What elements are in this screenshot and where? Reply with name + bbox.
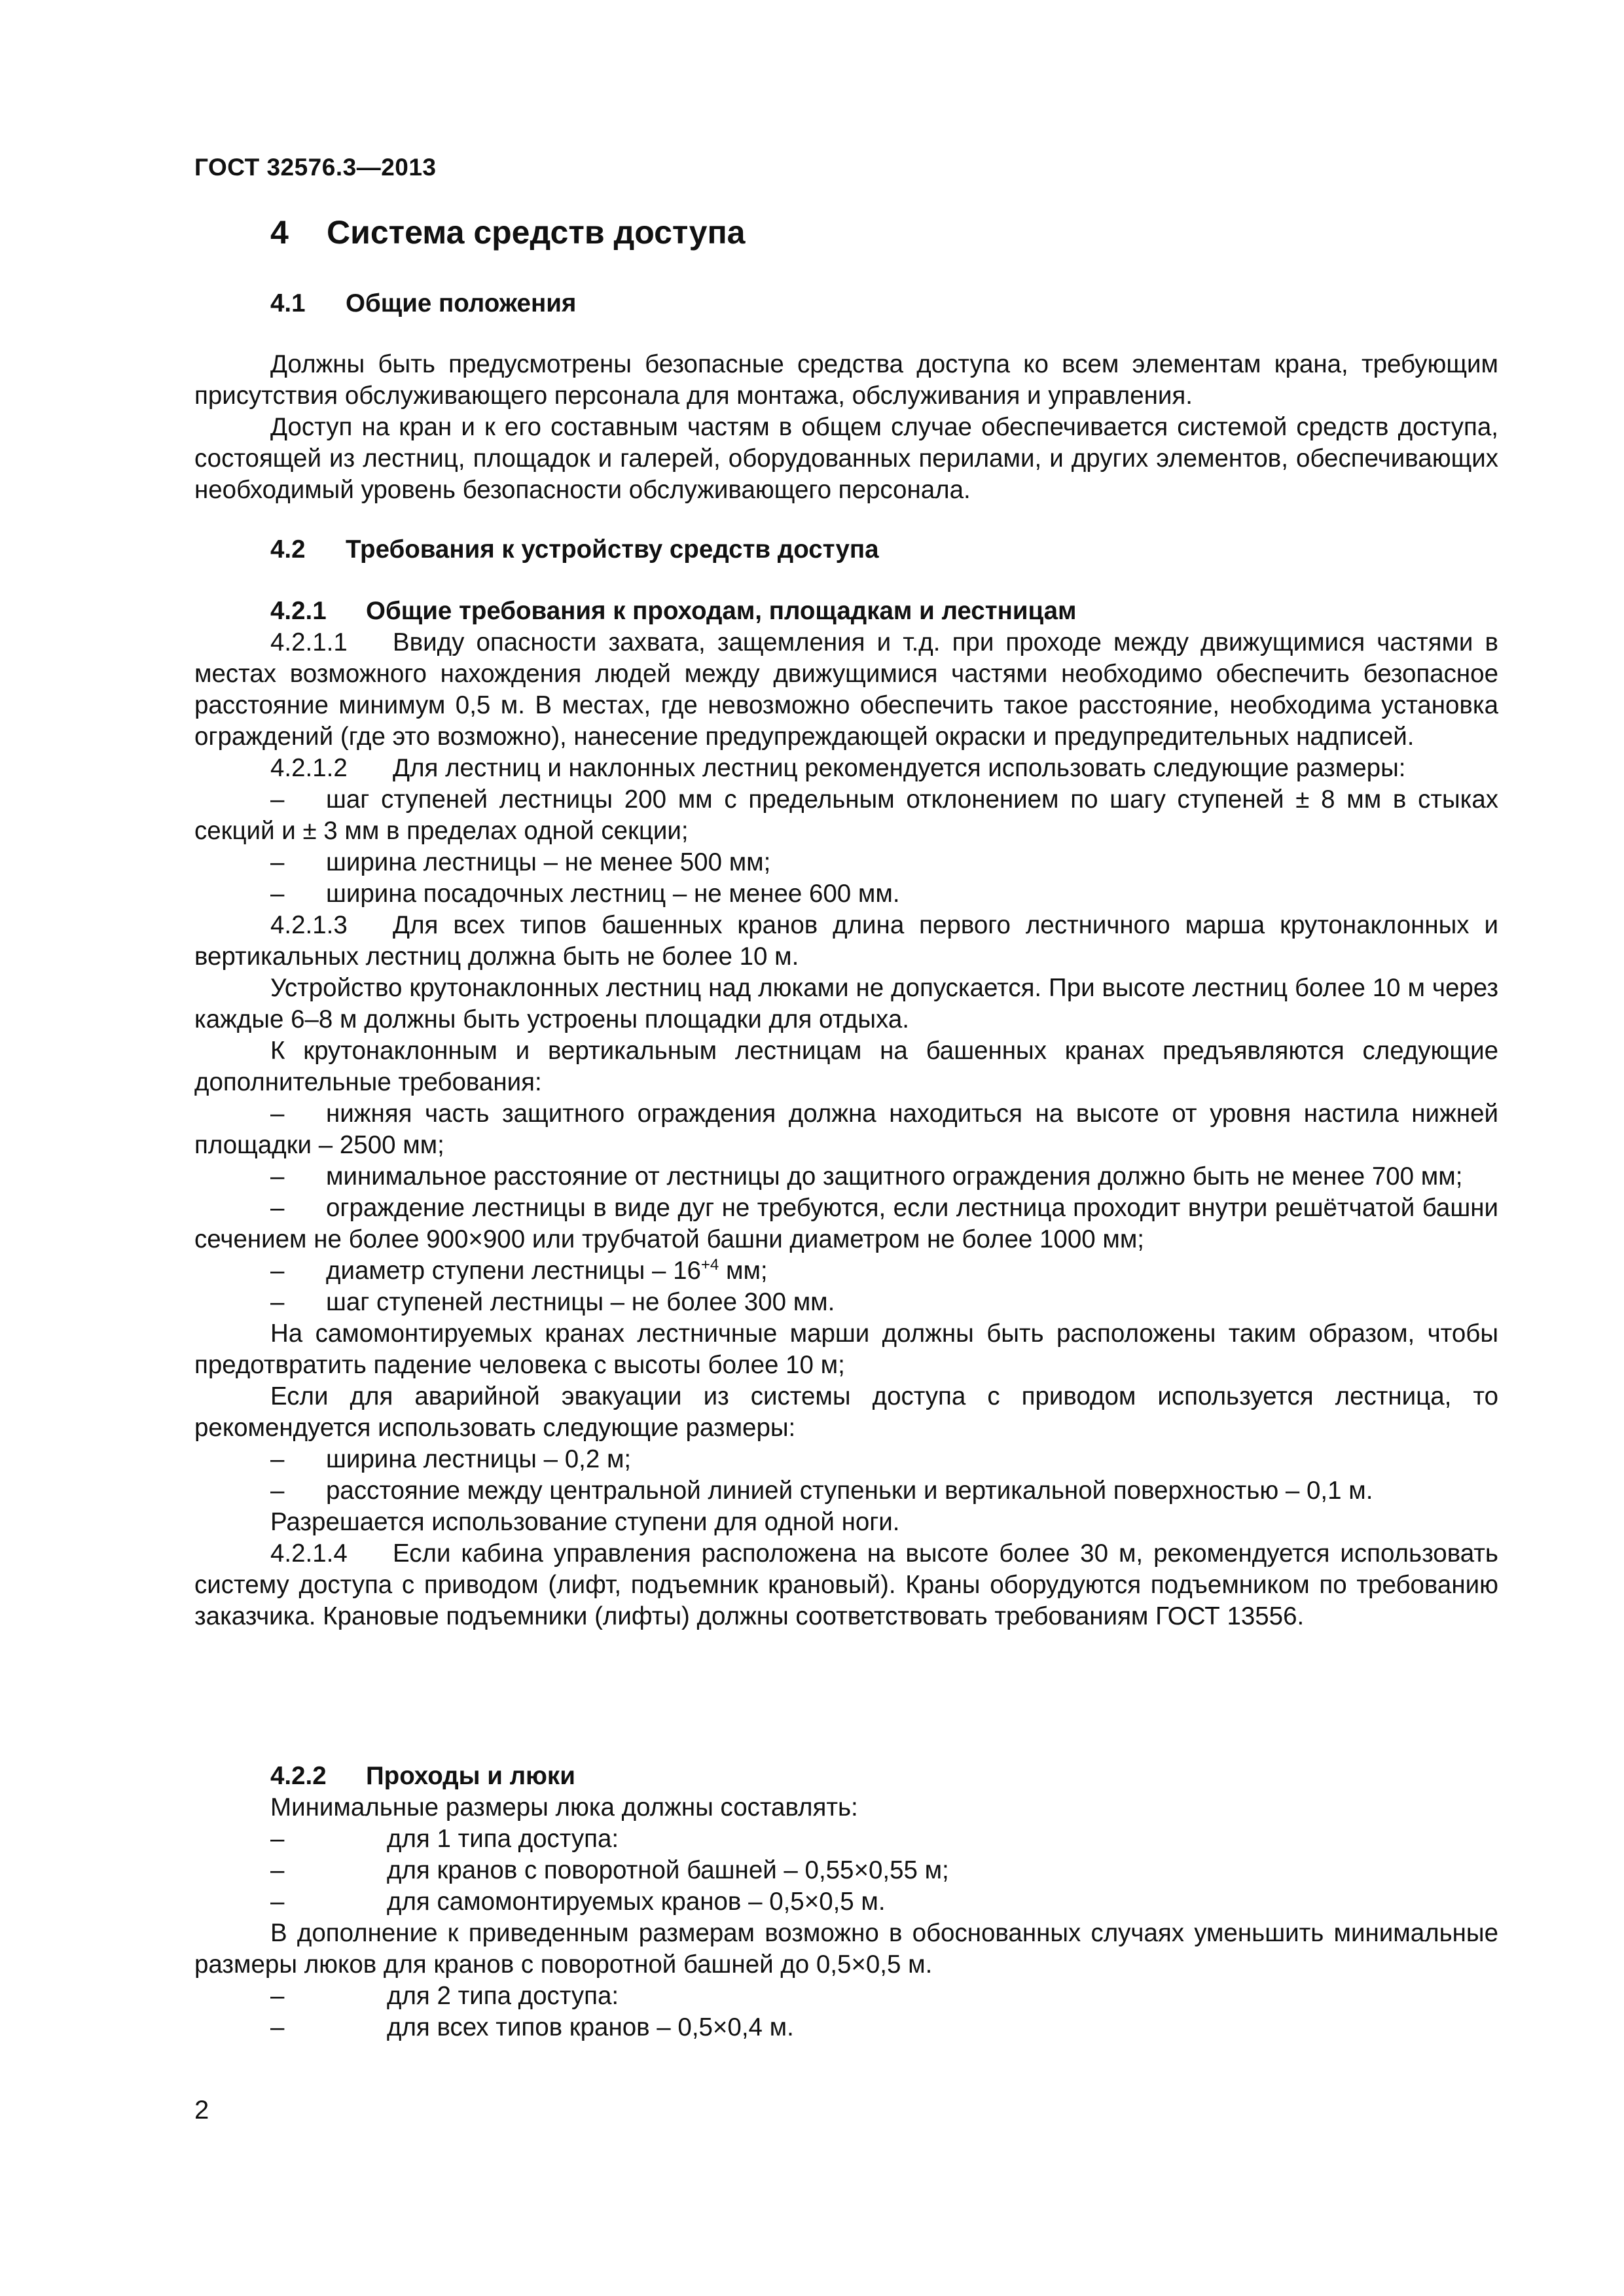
clause-4-2-1-3 [194,910,1498,973]
dash-bullet: – [270,1856,285,1884]
list-item [194,1193,1498,1255]
clause-text: Ввиду опасности захвата, защемления и т.д. при проходе между движущимися частями в местах возможного нахождения людей между движущимися частями необходимо обеспечить безопасное расстояние минимум 0,5 м. В местах, где невозможно обеспечить такое расстояние, необходима установка ограждений (где это возможно), нанесение предупреждающей окраски и предупредительных надписей. [194,628,1498,751]
list-item [194,784,1498,847]
list-item [194,1161,1498,1193]
list-item [194,847,1498,878]
tolerance-superscript: +4 [700,1256,719,1274]
clause-text: Если кабина управления расположена на высоте более 30 м, рекомендуется использовать систему доступа с приводом (лифт, подъемник крановый). Краны оборудуются подъемником по требованию заказчика. Крановые подъемники (лифты) должны соответствовать требованиям ГОСТ 13556. [194,1539,1498,1630]
dash-bullet: – [270,1100,285,1128]
list-item-text: ограждение лестницы в виде дуг не требуются, если лестница проходит внутри решётчатой башни сечением не более 900×900 или трубчатой башни диаметром не более 1000 мм; [194,1194,1498,1253]
dash-bullet: – [270,1257,285,1285]
section-4-1-heading [270,288,576,319]
dash-bullet: – [270,1825,285,1853]
list-item-text: мм; [719,1257,768,1285]
page-number: 2 [194,2096,209,2125]
dash-bullet: – [270,785,285,814]
dash-bullet: – [270,1288,285,1316]
list-item-text: для самомонтируемых кранов – 0,5×0,5 м. [387,1888,886,1916]
section-title: Общие требования к проходам, площадкам и лестницам [366,597,1077,625]
section-number: 4.2.1 [270,597,327,625]
paragraph: В дополнение к приведенным размерам возможно в обоснованных случаях уменьшить минимальные размеры люков для кранов с поворотной башней до 0,5×0,5 м. [194,1919,1498,1979]
paragraph: Минимальные размеры люка должны составлять: [270,1793,858,1821]
list-item [194,1475,1498,1507]
section-number: 4.1 [270,289,306,317]
section-title: Требования к устройству средств доступа [346,535,879,564]
list-item [194,1098,1498,1161]
list-item [194,1255,1498,1287]
list-item-text: для всех типов кранов – 0,5×0,4 м. [387,2013,794,2041]
list-item [194,2012,1498,2043]
clause-4-2-1-4 [194,1538,1498,1632]
clause-number: 4.2.1.1 [270,628,348,656]
list-item-text: диаметр ступени лестницы – 16 [326,1257,701,1285]
list-item-text: для 1 типа доступа: [387,1825,619,1853]
list-item-text: для 2 типа доступа: [387,1982,619,2010]
section-number: 4.2.2 [270,1762,327,1790]
list-item [194,1855,1498,1886]
section-title: Общие положения [346,289,577,317]
clause-4-2-1-2 [194,753,1498,784]
list-item-text: для кранов с поворотной башней – 0,55×0,55 м; [387,1856,949,1884]
list-item [194,1823,1498,1855]
paragraph: К крутонаклонным и вертикальным лестницам на башенных кранах предъявляются следующие дополнительные требования: [194,1037,1498,1096]
list-item-text: шаг ступеней лестницы 200 мм с предельным отклонением по шагу ступеней ± 8 мм в стыках секций и ± 3 мм в пределах одной секции; [194,785,1498,845]
section-4-1-body [194,349,1498,506]
paragraph: Разрешается использование ступени для одной ноги. [270,1508,900,1536]
list-item-text: шаг ступеней лестницы – не более 300 мм. [326,1288,835,1316]
clause-number: 4.2.1.3 [270,911,348,939]
dash-bullet: – [270,1982,285,2010]
paragraph: Устройство крутонаклонных лестниц над люками не допускается. При высоте лестниц более 10 м через каждые 6–8 м должны быть устроены площадки для отдыха. [194,974,1498,1033]
clause-number: 4.2.1.2 [270,754,348,782]
paragraph: Должны быть предусмотрены безопасные средства доступа ко всем элементам крана, требующим присутствия обслуживающего персонала для монтажа, обслуживания и управления. [194,350,1498,410]
paragraph: Доступ на кран и к его составным частям в общем случае обеспечивается системой средств доступа, состоящей из лестниц, площадок и галерей, оборудованных перилами, и других элементов, обеспечивающих необходимый уровень безопасности обслуживающего персонала. [194,413,1498,504]
list-item-text: ширина посадочных лестниц – не менее 600 мм. [326,880,900,908]
dash-bullet: – [270,1445,285,1473]
section-number: 4 [270,214,289,251]
dash-bullet: – [270,2013,285,2041]
section-4-heading [270,213,745,252]
section-4-2-2-heading [270,1761,575,1792]
clause-text: Для всех типов башенных кранов длина первого лестничного марша крутонаклонных и вертикальных лестниц должна быть не более 10 м. [194,911,1498,971]
section-4-2-1-body [194,627,1498,1632]
dash-bullet: – [270,1888,285,1916]
list-item-text: нижняя часть защитного ограждения должна находиться на высоте от уровня настила нижней площадки – 2500 мм; [194,1100,1498,1159]
list-item-text: ширина лестницы – не менее 500 мм; [326,848,771,876]
list-item [194,878,1498,910]
section-4-2-heading [270,534,879,565]
dash-bullet: – [270,1194,285,1222]
dash-bullet: – [270,1162,285,1191]
section-4-2-1-heading [270,596,1077,627]
section-title: Проходы и люки [366,1762,575,1790]
clause-number: 4.2.1.4 [270,1539,348,1568]
list-item [194,1287,1498,1318]
section-number: 4.2 [270,535,306,564]
list-item-text: расстояние между центральной линией ступеньки и вертикальной поверхностью – 0,1 м. [326,1477,1373,1505]
document-header-code: ГОСТ 32576.3—2013 [194,154,437,181]
list-item [194,1444,1498,1475]
dash-bullet: – [270,1477,285,1505]
list-item-text: ширина лестницы – 0,2 м; [326,1445,632,1473]
section-4-2-2-body [194,1792,1498,2043]
clause-text: Для лестниц и наклонных лестниц рекомендуется использовать следующие размеры: [393,754,1406,782]
clause-4-2-1-1 [194,627,1498,753]
list-item [194,1886,1498,1918]
paragraph: Если для аварийной эвакуации из системы доступа с приводом используется лестница, то рекомендуется использовать следующие размеры: [194,1382,1498,1442]
list-item [194,1981,1498,2012]
section-title: Система средств доступа [327,214,746,251]
dash-bullet: – [270,848,285,876]
paragraph: На самомонтируемых кранах лестничные марши должны быть расположены таким образом, чтобы предотвратить падение человека с высоты более 10 м; [194,1319,1498,1379]
list-item-text: минимальное расстояние от лестницы до защитного ограждения должно быть не менее 700 мм; [326,1162,1463,1191]
dash-bullet: – [270,880,285,908]
